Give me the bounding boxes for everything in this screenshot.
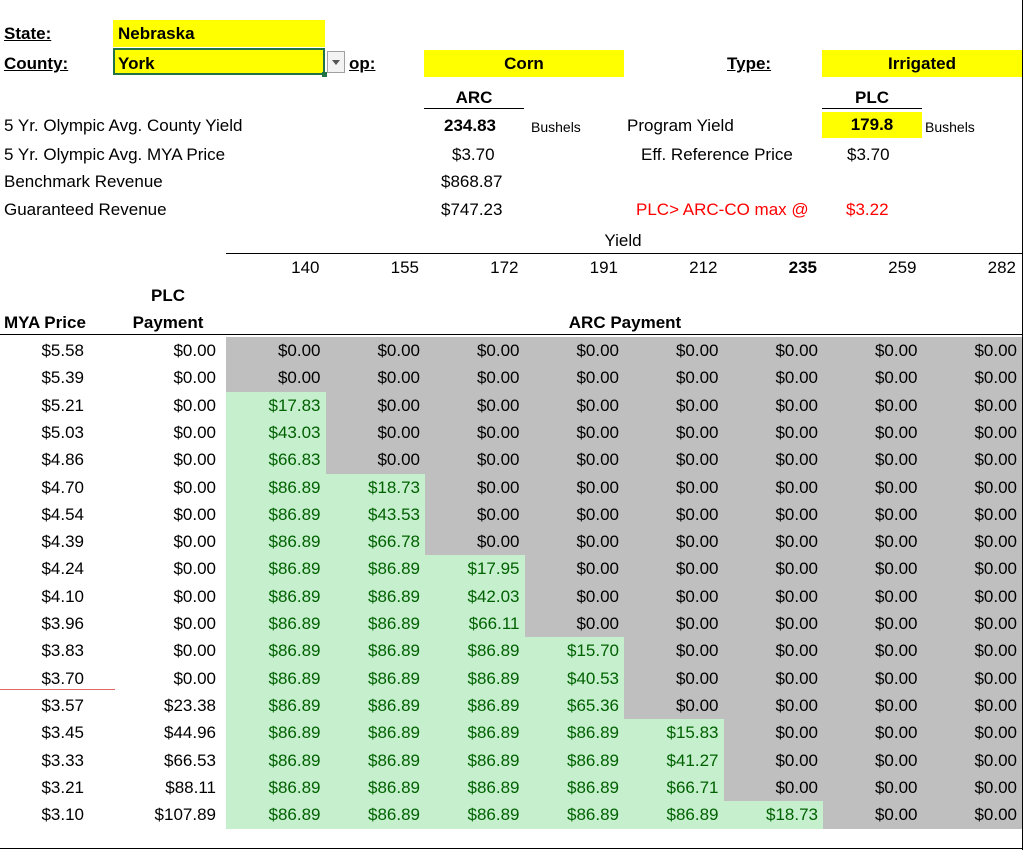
arc-payment-cell[interactable]: $86.89	[226, 474, 327, 502]
arc-payment-cell[interactable]: $0.00	[724, 392, 825, 420]
arc-payment-cell[interactable]: $0.00	[326, 364, 427, 392]
crop-value[interactable]: Corn	[424, 50, 624, 77]
arc-payment-cell[interactable]: $0.00	[823, 337, 924, 365]
arc-payment-cell[interactable]: $86.89	[226, 610, 327, 638]
arc-payment-cell[interactable]: $86.89	[425, 774, 526, 802]
benchmark-label: Benchmark Revenue	[4, 172, 163, 191]
mya-price-cell[interactable]: $4.70	[41, 477, 84, 497]
arc-payment-cell[interactable]: $0.00	[425, 501, 526, 529]
plc-heading: PLC	[855, 88, 889, 107]
arc-payment-cell[interactable]: $0.00	[326, 419, 427, 447]
arc-payment-cell[interactable]: $0.00	[525, 364, 626, 392]
arc-payment-cell[interactable]: $0.00	[923, 583, 1023, 611]
mya-price-cell[interactable]: $3.10	[41, 805, 84, 825]
arc-payment-cell[interactable]: $0.00	[923, 446, 1023, 474]
arc-payment-cell[interactable]: $86.89	[425, 801, 526, 829]
arc-payment-cell[interactable]: $0.00	[823, 774, 924, 802]
mya-price-head: MYA Price	[4, 313, 86, 332]
arc-payment-cell[interactable]: $0.00	[724, 419, 825, 447]
mya-price-cell[interactable]: $4.54	[41, 504, 84, 524]
arc-payment-cell[interactable]: $65.36	[525, 692, 626, 720]
arc-payment-cell[interactable]: $86.89	[326, 610, 427, 638]
plc-payment-cell[interactable]: $0.00	[173, 614, 216, 633]
arc-payment-cell[interactable]: $0.00	[923, 665, 1023, 693]
mya-price-cell[interactable]: $5.03	[41, 422, 84, 442]
arc-payment-cell[interactable]: $0.00	[624, 665, 725, 693]
arc-payment-cell[interactable]: $0.00	[624, 610, 725, 638]
arc-payment-cell[interactable]: $0.00	[823, 392, 924, 420]
state-value: Nebraska	[118, 24, 195, 43]
crop-label: op:	[349, 54, 376, 73]
plc-payment-cell[interactable]: $0.00	[173, 559, 216, 579]
arc-payment-cell[interactable]: $0.00	[823, 419, 924, 447]
plc-payment-head-1: PLC	[151, 286, 185, 305]
arc-payment-cell[interactable]: $15.83	[624, 719, 725, 747]
arc-payment-cell[interactable]: $86.89	[326, 692, 427, 720]
mya-price-value: $3.70	[452, 145, 495, 164]
arc-payment-cell[interactable]: $0.00	[923, 501, 1023, 529]
arc-payment-cell[interactable]: $0.00	[724, 337, 825, 365]
arc-payment-cell[interactable]: $0.00	[525, 501, 626, 529]
yield-header-282: 282	[987, 258, 1016, 277]
arc-payment-cell[interactable]: $17.95	[425, 555, 526, 583]
arc-payment-cell[interactable]: $0.00	[724, 474, 825, 502]
arc-payment-cell[interactable]: $0.00	[724, 446, 825, 474]
arc-payment-cell[interactable]: $86.89	[226, 692, 327, 720]
arc-payment-cell[interactable]: $66.78	[326, 528, 427, 556]
eff-ref-label: Eff. Reference Price	[641, 145, 793, 164]
arc-payment-cell[interactable]: $66.83	[226, 446, 327, 474]
arc-payment-cell[interactable]: $0.00	[724, 501, 825, 529]
arc-payment-cell[interactable]: $17.83	[226, 392, 327, 420]
arc-payment-cell[interactable]: $0.00	[624, 528, 725, 556]
arc-payment-cell[interactable]: $0.00	[823, 692, 924, 720]
arc-payment-cell[interactable]: $0.00	[823, 528, 924, 556]
arc-payment-cell[interactable]: $0.00	[724, 665, 825, 693]
yield-header-line	[226, 253, 1023, 254]
arc-payment-cell[interactable]: $0.00	[724, 747, 825, 775]
arc-payment-cell[interactable]: $0.00	[724, 555, 825, 583]
plc-payment-cell[interactable]: $0.00	[173, 504, 216, 524]
arc-payment-cell[interactable]: $86.89	[226, 555, 327, 583]
mya-price-cell[interactable]: $5.39	[41, 368, 84, 388]
arc-payment-cell[interactable]: $40.53	[525, 665, 626, 693]
arc-payment-cell[interactable]: $0.00	[525, 610, 626, 638]
arc-payment-cell[interactable]: $0.00	[624, 446, 725, 474]
arc-payment-cell[interactable]: $86.89	[425, 747, 526, 775]
plc-payment-cell[interactable]: $88.11	[165, 777, 216, 797]
arc-payment-cell[interactable]: $0.00	[823, 801, 924, 829]
arc-payment-cell[interactable]: $86.89	[425, 637, 526, 665]
arc-payment-cell[interactable]: $86.89	[326, 719, 427, 747]
arc-payment-cell[interactable]: $86.89	[425, 719, 526, 747]
program-yield-value[interactable]: 179.8	[822, 112, 922, 138]
arc-payment-cell[interactable]: $0.00	[923, 692, 1023, 720]
arc-payment-cell[interactable]: $0.00	[724, 692, 825, 720]
arc-payment-cell[interactable]: $0.00	[923, 747, 1023, 775]
arc-payment-cell[interactable]: $0.00	[525, 474, 626, 502]
arc-payment-cell[interactable]: $0.00	[226, 337, 327, 365]
arc-payment-cell[interactable]: $42.03	[425, 583, 526, 611]
plc-payment-cell[interactable]: $66.53	[164, 750, 216, 770]
arc-payment-cell[interactable]: $18.73	[724, 801, 825, 829]
arc-payment-cell[interactable]: $0.00	[923, 474, 1023, 502]
plc-heading-underline	[822, 108, 922, 109]
plc-payment-cell[interactable]: $0.00	[173, 422, 216, 442]
arc-payment-cell[interactable]: $0.00	[425, 419, 526, 447]
arc-payment-cell[interactable]: $0.00	[624, 583, 725, 611]
reference-price-line	[0, 689, 115, 690]
arc-payment-cell[interactable]: $0.00	[724, 637, 825, 665]
arc-payment-cell[interactable]: $66.11	[425, 610, 526, 638]
mya-price-cell[interactable]: $3.45	[41, 723, 84, 743]
arc-payment-cell[interactable]: $86.89	[525, 719, 626, 747]
plc-payment-cell[interactable]: $0.00	[173, 641, 216, 661]
yield-header-140: 140	[291, 258, 320, 277]
arc-payment-cell[interactable]: $0.00	[326, 392, 427, 420]
arc-payment-cell[interactable]: $86.89	[326, 801, 427, 829]
guaranteed-value: $747.23	[441, 200, 503, 219]
arc-payment-cell[interactable]: $86.89	[226, 801, 327, 829]
mya-price-cell[interactable]: $3.21	[41, 777, 84, 797]
arc-payment-cell[interactable]: $15.70	[525, 637, 626, 665]
arc-payment-cell[interactable]: $0.00	[425, 446, 526, 474]
arc-payment-cell[interactable]: $86.89	[525, 774, 626, 802]
mya-price-cell[interactable]: $5.21	[41, 395, 84, 415]
arc-payment-cell[interactable]: $86.89	[226, 747, 327, 775]
mya-price-cell[interactable]: $4.10	[41, 586, 84, 606]
arc-payment-cell[interactable]: $0.00	[823, 501, 924, 529]
arc-payment-cell[interactable]: $0.00	[724, 774, 825, 802]
arc-payment-cell[interactable]: $0.00	[823, 583, 924, 611]
arc-payment-cell[interactable]: $66.71	[624, 774, 725, 802]
arc-payment-cell[interactable]: $0.00	[724, 528, 825, 556]
yield-label: Yield	[604, 231, 642, 250]
arc-payment-cell[interactable]: $86.89	[326, 637, 427, 665]
arc-payment-cell[interactable]: $0.00	[525, 583, 626, 611]
arc-payment-cell[interactable]: $0.00	[724, 583, 825, 611]
arc-payment-cell[interactable]: $0.00	[823, 555, 924, 583]
table-header-line	[0, 334, 1023, 335]
program-yield-label: Program Yield	[627, 116, 734, 135]
mya-price-cell[interactable]: $3.70	[41, 668, 84, 688]
arc-payment-cell[interactable]: $0.00	[923, 528, 1023, 556]
arc-payment-cell[interactable]: $86.89	[226, 583, 327, 611]
arc-payment-cell[interactable]: $0.00	[923, 774, 1023, 802]
plc-arc-value: $3.22	[846, 200, 889, 219]
plc-payment-head-2: Payment	[132, 313, 204, 332]
arc-payment-cell[interactable]: $0.00	[624, 392, 725, 420]
arc-payment-cell[interactable]: $0.00	[624, 337, 725, 365]
chevron-down-icon[interactable]	[327, 51, 345, 73]
plc-payment-cell[interactable]: $0.00	[173, 586, 216, 606]
yield-header-191: 191	[589, 258, 618, 277]
arc-payment-cell[interactable]: $86.89	[425, 692, 526, 720]
arc-payment-cell[interactable]: $0.00	[724, 719, 825, 747]
type-value[interactable]: Irrigated	[822, 50, 1022, 77]
arc-payment-cell[interactable]: $0.00	[823, 364, 924, 392]
arc-payment-cell[interactable]: $86.89	[226, 501, 327, 529]
program-yield-unit: Bushels	[925, 119, 975, 135]
arc-payment-cell[interactable]: $0.00	[823, 719, 924, 747]
mya-price-cell[interactable]: $3.57	[41, 695, 84, 715]
plc-payment-cell[interactable]: $0.00	[173, 368, 216, 388]
yield-header-212: 212	[689, 258, 718, 277]
arc-payment-cell[interactable]: $0.00	[923, 419, 1023, 447]
mya-price-label: 5 Yr. Olympic Avg. MYA Price	[4, 145, 226, 164]
arc-payment-cell[interactable]: $0.00	[525, 446, 626, 474]
type-label: Type:	[727, 54, 772, 73]
arc-payment-cell[interactable]: $0.00	[823, 637, 924, 665]
yield-header-259: 259	[888, 258, 917, 277]
arc-payment-cell[interactable]: $86.89	[326, 555, 427, 583]
plc-payment-cell[interactable]: $44.96	[164, 723, 216, 743]
arc-payment-cell[interactable]: $86.89	[326, 665, 427, 693]
plc-payment-cell[interactable]: $23.38	[164, 695, 216, 715]
plc-arc-label: PLC> ARC-CO max @	[636, 200, 809, 219]
arc-payment-cell[interactable]: $0.00	[923, 610, 1023, 638]
county-yield-label: 5 Yr. Olympic Avg. County Yield	[4, 116, 243, 135]
county-label: County:	[4, 54, 69, 73]
arc-payment-cell[interactable]: $0.00	[624, 637, 725, 665]
arc-payment-cell[interactable]: $0.00	[823, 665, 924, 693]
arc-payment-cell[interactable]: $43.53	[326, 501, 427, 529]
arc-payment-head: ARC Payment	[568, 313, 682, 332]
arc-payment-cell[interactable]: $0.00	[923, 637, 1023, 665]
mya-price-cell[interactable]: $5.58	[41, 341, 84, 360]
arc-payment-cell[interactable]: $86.89	[226, 637, 327, 665]
arc-payment-cell[interactable]: $0.00	[923, 555, 1023, 583]
arc-payment-cell[interactable]: $0.00	[624, 364, 725, 392]
eff-ref-value: $3.70	[847, 145, 890, 164]
plc-payment-cell[interactable]: $0.00	[173, 395, 216, 415]
arc-payment-cell[interactable]: $0.00	[425, 474, 526, 502]
yield-header-155: 155	[390, 258, 419, 277]
arc-payment-cell[interactable]: $86.89	[624, 801, 725, 829]
arc-payment-cell[interactable]: $0.00	[923, 364, 1023, 392]
yield-header-235: 235	[788, 258, 817, 277]
arc-payment-cell[interactable]: $0.00	[425, 337, 526, 365]
plc-payment-cell[interactable]: $0.00	[173, 668, 216, 688]
arc-payment-cell[interactable]: $86.89	[326, 747, 427, 775]
arc-heading: ARC	[455, 88, 493, 107]
arc-payment-cell[interactable]: $0.00	[425, 364, 526, 392]
arc-payment-cell[interactable]: $0.00	[226, 364, 327, 392]
arc-payment-cell[interactable]: $0.00	[823, 474, 924, 502]
arc-payment-cell[interactable]: $86.89	[226, 774, 327, 802]
arc-payment-cell[interactable]: $86.89	[226, 528, 327, 556]
arc-payment-cell[interactable]: $0.00	[525, 392, 626, 420]
arc-payment-cell[interactable]: $0.00	[823, 747, 924, 775]
arc-payment-cell[interactable]: $0.00	[624, 692, 725, 720]
county-yield-unit: Bushels	[531, 119, 581, 135]
arc-payment-cell[interactable]: $0.00	[525, 555, 626, 583]
arc-payment-cell[interactable]: $86.89	[525, 747, 626, 775]
arc-payment-cell[interactable]: $0.00	[326, 446, 427, 474]
arc-payment-cell[interactable]: $0.00	[823, 446, 924, 474]
yield-header-172: 172	[490, 258, 519, 277]
mya-price-cell[interactable]: $4.39	[41, 532, 84, 552]
mya-price-cell[interactable]: $3.83	[41, 641, 84, 661]
mya-price-cell[interactable]: $4.86	[41, 450, 84, 470]
arc-payment-cell[interactable]: $0.00	[425, 392, 526, 420]
arc-payment-cell[interactable]: $86.89	[525, 801, 626, 829]
mya-price-cell[interactable]: $4.24	[41, 559, 84, 579]
arc-payment-cell[interactable]: $0.00	[624, 474, 725, 502]
plc-payment-cell[interactable]: $0.00	[173, 341, 216, 360]
arc-payment-cell[interactable]: $86.89	[425, 665, 526, 693]
benchmark-value: $868.87	[441, 172, 503, 191]
arc-payment-cell[interactable]: $18.73	[326, 474, 427, 502]
arc-payment-cell[interactable]: $0.00	[724, 364, 825, 392]
arc-payment-cell[interactable]: $0.00	[425, 528, 526, 556]
arc-payment-cell[interactable]: $0.00	[525, 337, 626, 365]
arc-payment-cell[interactable]: $0.00	[525, 419, 626, 447]
arc-payment-cell[interactable]: $0.00	[823, 610, 924, 638]
arc-payment-cell[interactable]: $41.27	[624, 747, 725, 775]
arc-payment-cell[interactable]: $0.00	[724, 610, 825, 638]
bottom-border	[0, 848, 1023, 849]
plc-payment-cell[interactable]: $0.00	[173, 532, 216, 552]
arc-payment-cell[interactable]: $86.89	[326, 774, 427, 802]
mya-price-cell[interactable]: $3.96	[41, 614, 84, 633]
guaranteed-label: Guaranteed Revenue	[4, 200, 167, 219]
arc-payment-cell[interactable]: $0.00	[923, 801, 1023, 829]
arc-payment-cell[interactable]: $43.03	[226, 419, 327, 447]
arc-payment-cell[interactable]: $0.00	[923, 719, 1023, 747]
plc-payment-cell[interactable]: $0.00	[173, 477, 216, 497]
county-yield-value: 234.83	[444, 116, 496, 135]
state-label: State:	[4, 24, 52, 43]
arc-payment-cell[interactable]: $86.89	[326, 583, 427, 611]
arc-payment-cell[interactable]: $0.00	[326, 337, 427, 365]
arc-payment-cell[interactable]: $0.00	[923, 337, 1023, 365]
arc-payment-cell[interactable]: $0.00	[923, 392, 1023, 420]
county-value: York	[118, 54, 155, 73]
plc-payment-cell[interactable]: $0.00	[173, 450, 216, 470]
mya-price-cell[interactable]: $3.33	[41, 750, 84, 770]
arc-payment-cell[interactable]: $0.00	[624, 555, 725, 583]
arc-payment-cell[interactable]: $0.00	[525, 528, 626, 556]
arc-heading-underline	[424, 108, 524, 109]
arc-payment-cell[interactable]: $0.00	[624, 419, 725, 447]
arc-payment-cell[interactable]: $0.00	[624, 501, 725, 529]
arc-payment-cell[interactable]: $86.89	[226, 665, 327, 693]
plc-payment-cell[interactable]: $107.89	[154, 805, 216, 825]
arc-payment-cell[interactable]: $86.89	[226, 719, 327, 747]
